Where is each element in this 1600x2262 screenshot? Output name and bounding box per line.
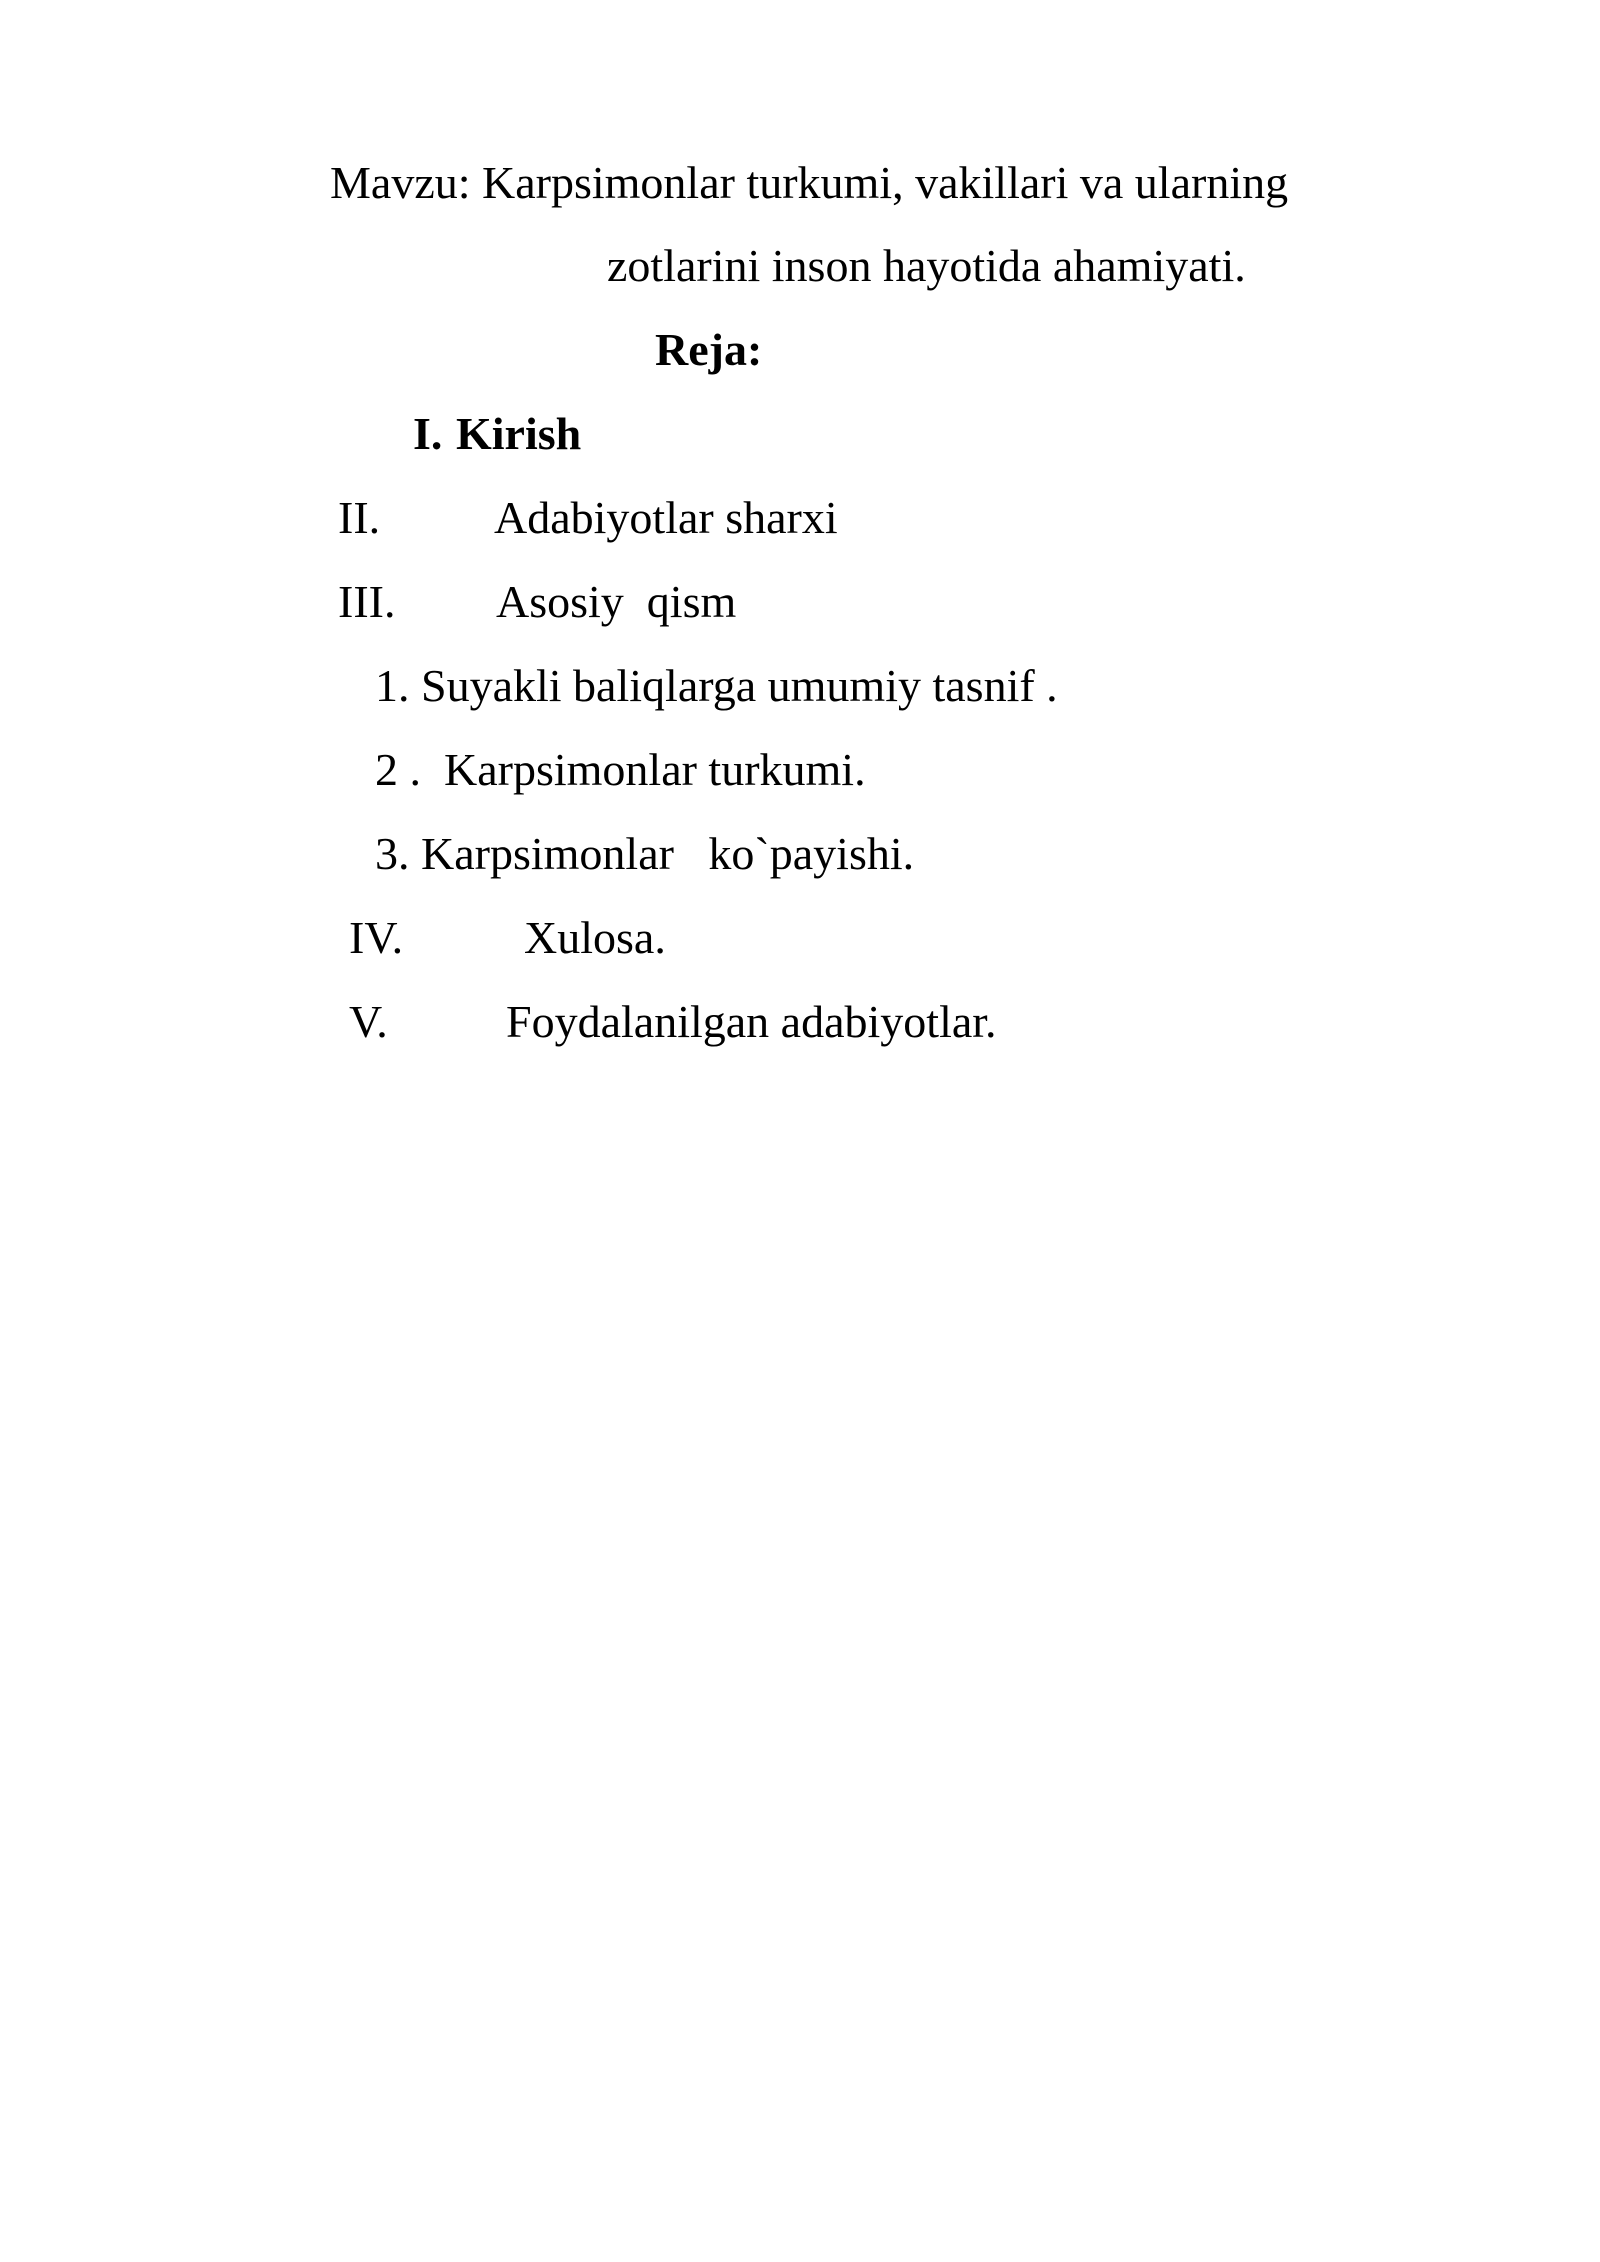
plan-item-3-number: III. <box>338 576 396 627</box>
plan-item-5-text: Foydalanilgan adabiyotlar. <box>506 996 997 1047</box>
plan-subitem-2: 2 . Karpsimonlar turkumi. <box>375 744 866 795</box>
plan-subitem-1: 1. Suyakli baliqlarga umumiy tasnif . <box>375 660 1058 711</box>
title-line-1: Mavzu: Karpsimonlar turkumi, vakillari va ularning <box>330 157 1289 208</box>
plan-item-2-number: II. <box>338 492 381 543</box>
plan-item-1-text: Kirish <box>456 408 582 459</box>
plan-item-3-text: Asosiy qism <box>496 576 737 627</box>
plan-item-4-text: Xulosa. <box>524 912 666 963</box>
plan-subitem-3: 3. Karpsimonlar ko`payishi. <box>375 828 915 879</box>
plan-heading: Reja: <box>655 324 763 375</box>
plan-item-2-text: Adabiyotlar sharxi <box>494 492 838 543</box>
title-line-2: zotlarini inson hayotida ahamiyati. <box>607 240 1246 291</box>
plan-item-5-number: V. <box>349 996 388 1047</box>
plan-item-4-number: IV. <box>349 912 404 963</box>
plan-item-1-number: I. <box>413 408 443 459</box>
